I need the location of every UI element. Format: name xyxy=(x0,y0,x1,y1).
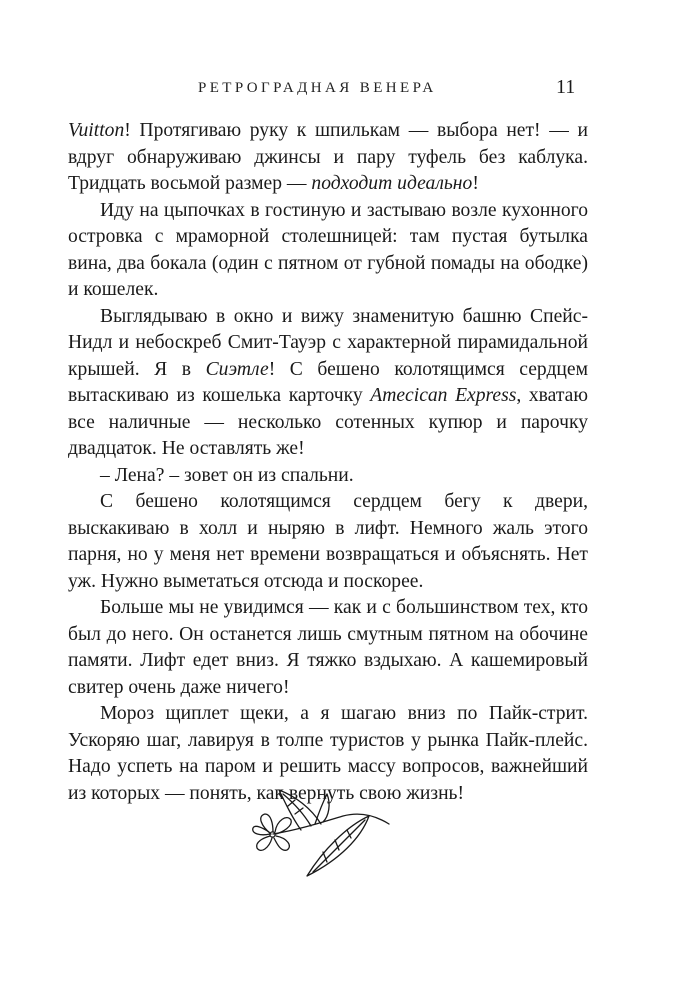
paragraph-3-card: Amecican Express xyxy=(370,385,517,406)
paragraph-2: Иду на цыпочках в гостиную и застываю возле кухонного островка с мраморной столешницей: там пустая бутылка вина, два бокала (один с пятном от губной помады на ободке) и кошелек. xyxy=(68,199,588,300)
paragraph-3-text-b: ! С бешено колотящимся сердцем вытаскиваю из кошелька карточку xyxy=(68,358,588,406)
page-number: 11 xyxy=(556,76,576,98)
paragraph-1-emphasis: подходит идеально xyxy=(311,173,473,194)
paragraph-3 xyxy=(68,304,588,463)
paragraph-4-dialogue: – Лена? – зовет он из спальни. xyxy=(100,464,354,486)
paragraph-3-text-c: , хватаю все наличные — несколько сотенных купюр и парочку двадцаток. Не оставлять же! xyxy=(68,385,588,459)
running-head xyxy=(0,76,681,102)
running-title: РЕТРОГРАДНАЯ ВЕНЕРА xyxy=(198,80,437,96)
body-text xyxy=(68,118,588,807)
paragraph-1-end: ! xyxy=(472,173,479,194)
paragraph-6: Больше мы не увидимся — как и с большинством тех, кто был до него. Он останется лишь смутным пятном на обочине памяти. Лифт едет вниз. Я тяжко вздыхаю. А кашемировый свитер очень даже ничего! xyxy=(68,597,588,698)
paragraph-3-city: Сиэтле xyxy=(205,358,269,380)
paragraph-7: Мороз щиплет щеки, а я шагаю вниз по Пайк-стрит. Ускоряю шаг, лавируя в толпе туристов у рынка Пайк-плейс. Надо успеть на паром и решить массу вопросов, важнейший из которых — понять, как вернуть свою жизнь! xyxy=(68,703,588,804)
flower-sprig-icon xyxy=(243,786,393,882)
paragraph-1 xyxy=(68,118,588,198)
paragraph-1-brand: Vuitton xyxy=(68,120,125,141)
paragraph-3-text-a: Выглядываю в окно и вижу знаменитую башню Спейс-Нидл и небоскреб Смит-Тауэр с характерной пирамидальной крышей. Я в xyxy=(68,305,588,380)
paragraph-1-text: ! Протягиваю руку к шпилькам — выбора нет! — и вдруг обнаруживаю джинсы и пару туфель без каблука. Тридцать восьмой размер — xyxy=(68,120,588,194)
paragraph-5: С бешено колотящимся сердцем бегу к двери, выскакиваю в холл и ныряю в лифт. Немного жаль этого парня, но у меня нет времени возвращаться и объяснять. Нет уж. Нужно выметаться отсюда и поскорее. xyxy=(68,491,588,592)
